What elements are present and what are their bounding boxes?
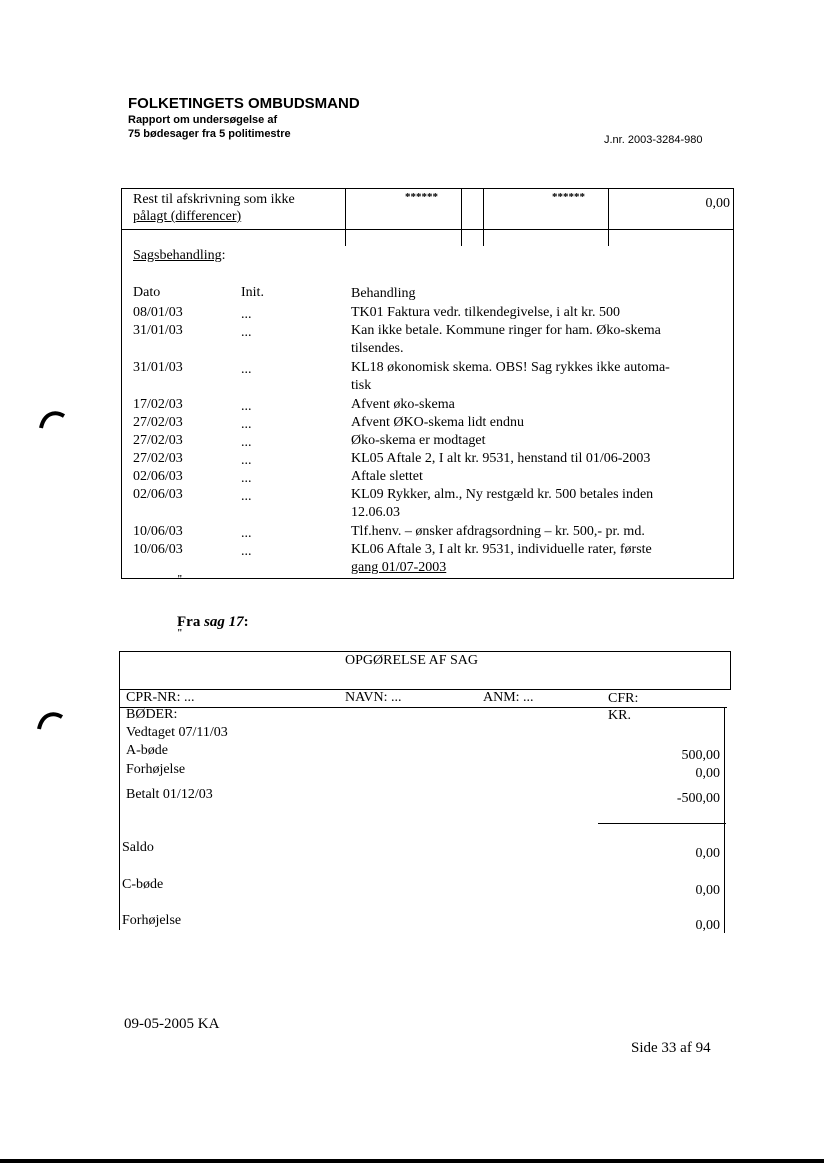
- column-header-init: Init.: [241, 285, 264, 300]
- section-title-colon: :: [221, 248, 226, 263]
- org-name: FOLKETINGETS OMBUDSMAND: [128, 95, 360, 112]
- rest-label-line-2: pålagt (differencer): [133, 209, 242, 224]
- section-title-text: Sagsbehandling: [133, 248, 222, 263]
- case-row-date: 31/01/03: [133, 323, 183, 338]
- punch-mark-bottom-icon: [36, 709, 66, 731]
- settlement-title: OPGØRELSE AF SAG: [345, 653, 479, 668]
- report-line-1: Rapport om undersøgelse af: [128, 114, 278, 126]
- name-label: NAVN: ...: [345, 690, 402, 705]
- case-row-init: ...: [241, 471, 252, 486]
- case-row-init: ...: [241, 417, 252, 432]
- case-row-action: gang 01/07-2003: [351, 560, 447, 575]
- case-row-action: Afvent øko-skema: [351, 397, 455, 412]
- paid-label: Betalt 01/12/03: [126, 787, 213, 802]
- case-row-init: ...: [241, 307, 252, 322]
- column-header-action: Behandling: [351, 286, 416, 301]
- masked-value-1: ******: [405, 191, 438, 203]
- case-row-action: Afvent ØKO-skema lidt endnu: [351, 415, 525, 430]
- case-row-action: KL05 Aftale 2, I alt kr. 9531, henstand til 01/06-2003: [351, 451, 651, 466]
- increase-amount-2: 0,00: [695, 918, 720, 933]
- from-case-number: sag 17: [204, 614, 244, 630]
- case-row-init: ...: [241, 526, 252, 541]
- quote-mark-open: ": [177, 628, 183, 639]
- rest-label-line-1: Rest til afskrivning som ikke: [133, 192, 295, 207]
- case-row-date: 27/02/03: [133, 451, 183, 466]
- from-case-colon: :: [243, 614, 249, 630]
- case-row-date: 10/06/03: [133, 524, 183, 539]
- report-line-2: 75 bødesager fra 5 politimestre: [128, 128, 291, 140]
- from-case-prefix: Fra: [177, 614, 205, 630]
- masked-value-2: ******: [552, 191, 585, 203]
- paid-amount: -500,00: [676, 791, 720, 806]
- case-row-action: Kan ikke betale. Kommune ringer for ham. Øko-skema: [351, 323, 661, 338]
- case-row-action: KL18 økonomisk skema. OBS! Sag rykkes ikke automa-: [351, 360, 670, 375]
- case-row-date: 17/02/03: [133, 397, 183, 412]
- c-fine-amount: 0,00: [695, 883, 720, 898]
- case-row-action: Øko-skema er modtaget: [351, 433, 486, 448]
- increase-label-2: Forhøjelse: [122, 913, 182, 928]
- case-row-action: 12.06.03: [351, 505, 400, 520]
- case-row-date: 02/06/03: [133, 469, 183, 484]
- scan-edge: [0, 1159, 824, 1163]
- footer-date: 09-05-2005 KA: [124, 1016, 220, 1032]
- case-row-init: ...: [241, 435, 252, 450]
- case-row-action: Aftale slettet: [351, 469, 423, 484]
- case-row-init: ...: [241, 325, 252, 340]
- a-fine-label: A-bøde: [126, 743, 168, 758]
- a-fine-amount: 500,00: [681, 748, 720, 763]
- case-row-init: ...: [241, 544, 252, 559]
- case-row-date: 27/02/03: [133, 433, 183, 448]
- case-row-date: 08/01/03: [133, 305, 183, 320]
- rest-amount: 0,00: [705, 196, 730, 211]
- journal-number: J.nr. 2003-3284-980: [604, 134, 703, 146]
- case-row-action: tisk: [351, 378, 372, 393]
- adopted-date: Vedtaget 07/11/03: [126, 725, 228, 740]
- page-number: Side 33 af 94: [631, 1040, 711, 1056]
- section-title-sagsbehandling: [133, 248, 226, 264]
- case-row-init: ...: [241, 399, 252, 414]
- from-case-label: [177, 614, 249, 631]
- case-row-date: 27/02/03: [133, 415, 183, 430]
- case-row-init: ...: [241, 489, 252, 504]
- c-fine-label: C-bøde: [122, 877, 164, 892]
- case-row-action: KL06 Aftale 3, I alt kr. 9531, individuelle rater, første: [351, 542, 652, 557]
- balance-label: Saldo: [122, 840, 154, 855]
- case-row-init: ...: [241, 453, 252, 468]
- case-row-date: 02/06/03: [133, 487, 183, 502]
- quote-mark-close: ": [177, 574, 183, 585]
- case-row-date: 10/06/03: [133, 542, 183, 557]
- cfr-label: CFR:: [608, 691, 639, 706]
- column-header-date: Dato: [133, 285, 161, 300]
- case-row-action: TK01 Faktura vedr. tilkendegivelse, i alt kr. 500: [351, 305, 621, 320]
- increase-amount-1: 0,00: [695, 766, 720, 781]
- punch-mark-top-icon: [38, 408, 68, 430]
- balance-amount: 0,00: [695, 846, 720, 861]
- case-row-init: ...: [241, 362, 252, 377]
- case-row-action: KL09 Rykker, alm., Ny restgæld kr. 500 betales inden: [351, 487, 654, 502]
- currency-label: KR.: [608, 708, 631, 723]
- cpr-label: CPR-NR: ...: [126, 690, 195, 705]
- remark-label: ANM: ...: [483, 690, 534, 705]
- case-row-date: 31/01/03: [133, 360, 183, 375]
- case-row-action: Tlf.henv. – ønsker afdragsordning – kr. 500,- pr. md.: [351, 524, 645, 539]
- fines-label: BØDER:: [126, 707, 178, 722]
- increase-label-1: Forhøjelse: [126, 762, 186, 777]
- case-row-action: tilsendes.: [351, 341, 404, 356]
